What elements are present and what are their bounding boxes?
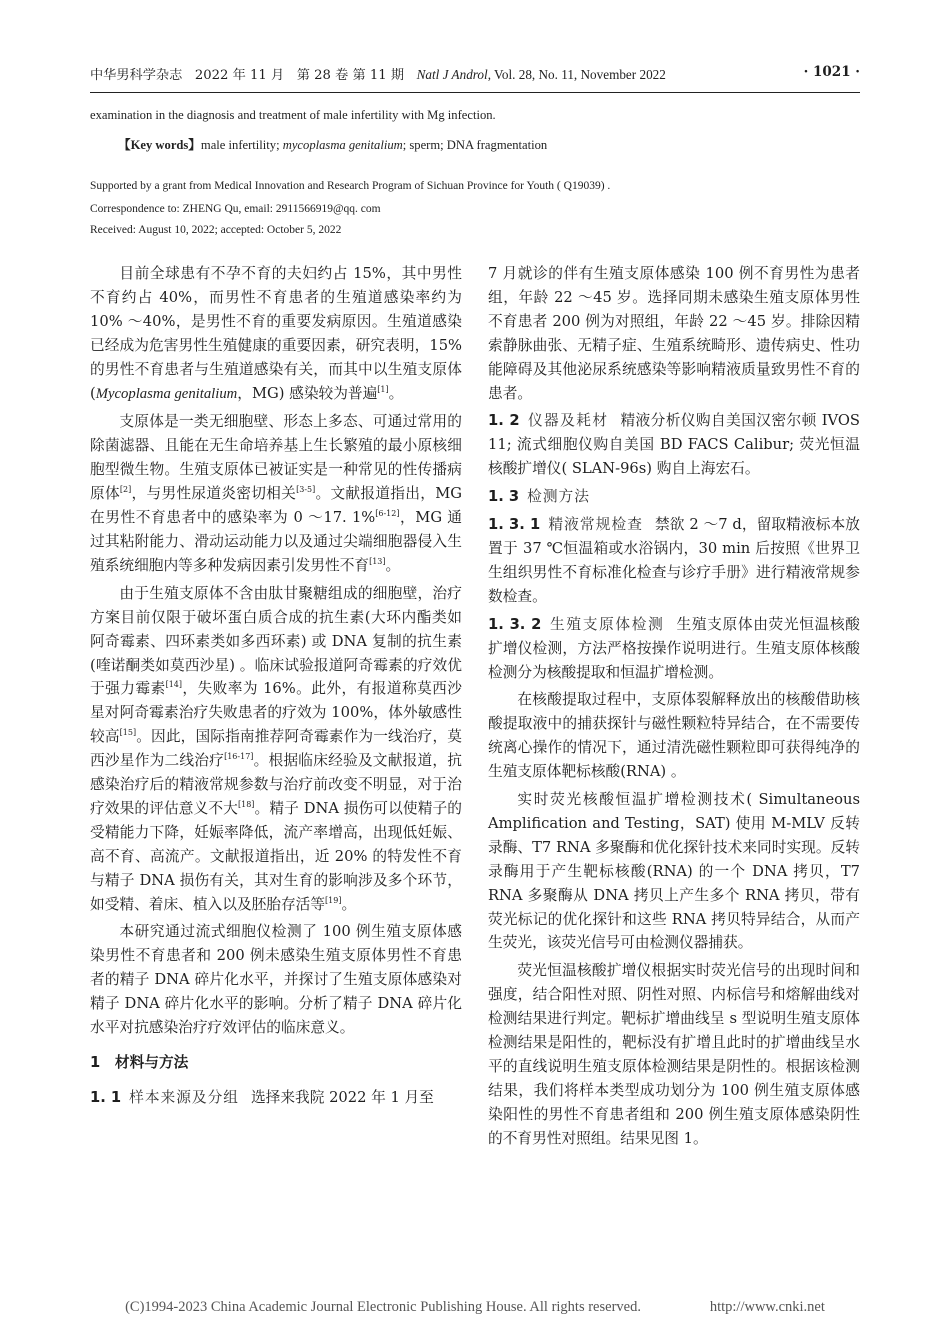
subsection-number: 1. 3. 2 bbox=[488, 615, 542, 633]
left-column bbox=[90, 262, 462, 1110]
cnki-link[interactable]: http://www.cnki.net bbox=[709, 1299, 825, 1315]
citation-ref: [3-5] bbox=[296, 485, 316, 495]
journal-name-en: Natl J Androl bbox=[416, 67, 488, 82]
citation-ref: [18] bbox=[237, 800, 255, 810]
subsection-number: 1. 3. 1 bbox=[488, 516, 541, 534]
subsection-number: 1. 3 bbox=[488, 488, 520, 506]
species-name: Mycoplasma genitalium bbox=[95, 385, 238, 402]
funding-note: Supported by a grant from Medical Innovation and Research Program of Sichuan Province for Youth ( Q19039) . bbox=[90, 180, 611, 192]
page-number: · 1021 · bbox=[803, 64, 860, 80]
key-words-label: 【Key words】 bbox=[118, 138, 201, 152]
copyright-text: (C)1994-2023 China Academic Journal Electronic Publishing House. All rights reserved. bbox=[125, 1299, 641, 1315]
copyright-footer bbox=[0, 1299, 950, 1316]
issue-date-cn: 2022 年 11 月 bbox=[194, 68, 285, 83]
extraction-paragraph: 在核酸提取过程中，支原体裂解释放出的核酸借助核酸提取液中的捕获探针与磁性颗粒特异结合，在不需要传统离心操作的情况下，通过清洗磁性颗粒即可获得纯净的生殖支原体靶标核酸(RNA) 。 bbox=[488, 691, 860, 781]
subsection-1-1-continued: 7 月就诊的伴有生殖支原体感染 100 例不育男性为患者组，年龄 22 ～45 岁。选择同期未感染生殖支原体男性不育患者 200 例为对照组，年龄 22 ～45 岁。排除因精索静脉曲张、无精子症、生殖系统畸形、遗传病史、性功能障碍及其他泌尿系统感染等影响精液质量致男性不育的患者。 bbox=[488, 265, 860, 402]
result-paragraph: 荧光恒温核酸扩增仪根据实时荧光信号的出现时间和强度，结合阳性对照、阴性对照、内标信号和熔解曲线对检测结果进行判定。靶标扩增曲线呈 s 型说明生殖支原体检测结果是阳性的，靶标没有扩增且此时的扩增曲线呈水平的直线说明生殖支原体检测结果是阴性的。根据该检测结果，我们将样本类型成功划分为 100 例生殖支原体感染阳性的男性不育患者组和 200 例生殖支原体感染阴性的不育男性对照组。结果见图 1。 bbox=[488, 962, 860, 1147]
journal-name-cn: 中华男科学杂志 bbox=[90, 68, 183, 83]
subsection-title: 检测方法 bbox=[527, 488, 590, 506]
abstract-end: examination in the diagnosis and treatment of male infertility with Mg infection. bbox=[90, 108, 496, 122]
key-words bbox=[118, 134, 547, 153]
subsection-number: 1. 1 bbox=[90, 1088, 122, 1106]
key-word-2: mycoplasma genitalium bbox=[282, 138, 403, 152]
intro-paragraph-4: 本研究通过流式细胞仪检测了 100 例生殖支原体感染男性不育患者和 200 例未感染生殖支原体男性不育患者的精子 DNA 碎片化水平，并探讨了生殖支原体感染对精子 DNA 碎片化水平的影响。分析了精子 DNA 碎片化水平对抗感染治疗疗效评估的临床意义。 bbox=[90, 923, 462, 1037]
citation-ref: [15] bbox=[119, 728, 137, 738]
key-word-3: ; sperm; DNA fragmentation bbox=[402, 138, 548, 152]
correspondence-note: Correspondence to: ZHENG Qu, email: 2911566919@qq. com bbox=[90, 203, 381, 215]
subsection-1-3 bbox=[488, 485, 860, 509]
sat-paragraph: 实时荧光核酸恒温扩增检测技术( Simultaneous Amplification and Testing，SAT) 使用 M-MLV 反转录酶、T7 RNA 多聚酶和优化探针技术来同时实现。反转录酶用于产生靶标核酸(RNA) 的一个 DNA 拷贝，T7 RNA 多聚酶从 DNA 拷贝上产生多个 RNA 拷贝，带有荧光标记的优化探针和这些 RNA 拷贝特异结合，从而产生荧光，该荧光信号可由检测仪器捕获。 bbox=[488, 791, 860, 952]
subsection-title: 生殖支原体检测 bbox=[549, 615, 665, 633]
citation-ref: [2] bbox=[119, 485, 132, 495]
subsection-1-3-1: 1. 3. 1 精液常规检查 禁欲 2 ～7 d，留取精液标本放置于 37 ℃恒温箱或水浴锅内，30 min 后按照《世界卫生组织男性不育标准化检查与诊疗手册》进行精液常规参数检查。 bbox=[488, 516, 860, 605]
running-header bbox=[90, 64, 860, 83]
subsection-title: 仪器及耗材 bbox=[527, 412, 609, 430]
citation-ref: [13] bbox=[369, 556, 386, 566]
intro-paragraph-3: 由于生殖支原体不含由肽甘聚糖组成的细胞壁，治疗方案目前仅限于破坏蛋白质合成的抗生素(大环内酯类如阿奇霉素、四环素类如多西环素) 或 DNA 复制的抗生素(喹诺酮类如莫西沙星) 。临床试验报道阿奇霉素的疗效优于强力霉素[14]，失败率为 16%。此外，有报道称莫西沙星对阿奇霉素治疗失败患者的疗效为 100%，体外敏感性较高[15]。因此，国际指南推荐阿奇霉素作为一线治疗，莫西沙星作为二线治疗[16-17]。根据临床经验及文献报道，抗感染治疗后的精液常规参数与治疗前改变不明显，对于治疗效果的评估意义不大[18]。精子 DNA 损伤可以使精子的受精能力下降，妊娠率降低，流产率增高，出现低妊娠、高不育、高流产。文献报道指出，近 20% 的特发性不育与精子 DNA 损伤有关，其对生育的影响涉及多个环节，如受精、着床、植入以及胚胎存活等[19]。 bbox=[90, 584, 462, 913]
subsection-1-2: 1. 2 仪器及耗材 精液分析仪购自美国汉密尔顿 IVOS 11; 流式细胞仪购自美国 BD FACS Calibur; 荧光恒温核酸扩增仪( SLAN-96s) 购自上海宏石。 bbox=[488, 412, 860, 478]
key-word-1: male infertility; bbox=[200, 138, 280, 152]
intro-paragraph-1: 目前全球患有不孕不育的夫妇约占 15%，其中男性不育约占 40%，而男性不育患者的生殖道感染率约为 10% ～40%，是男性不育的重要发病原因。生殖道感染已经成为危害男性生殖健康的重要因素，研究表明，15% 的男性不育患者与生殖道感染有关，而其中以生殖支原体(Mycoplasma genitalium，MG) 感染较为普遍[1]。 bbox=[90, 265, 462, 402]
subsection-title: 精液常规检查 bbox=[548, 516, 644, 534]
intro-paragraph-2: 支原体是一类无细胞壁、形态上多态、可通过常用的除菌滤器、且能在无生命培养基上生长繁殖的最小原核细胞型微生物。生殖支原体已被证实是一种常见的性传播病原体[2]，与男性尿道炎密切相关[3-5]。文献报道指出，MG 在男性不育患者中的感染率为 0 ～17. 1%[6-12]，MG 通过其粘附能力、滑动运动能力以及通过尖端细胞器侵入生殖系统细胞内等多种发病因素引发男性不育[13]。 bbox=[90, 413, 462, 574]
subsection-1-3-2: 1. 3. 2 生殖支原体检测 生殖支原体由荧光恒温核酸扩增仪检测，方法严格按操作说明进行。生殖支原体核酸检测分为核酸提取和恒温扩增检测。 bbox=[488, 615, 860, 681]
subsection-1-1: 1. 1 样本来源及分组 选择来我院 2022 年 1 月至 bbox=[90, 1088, 434, 1106]
section-heading-1: 1 材料与方法 bbox=[90, 1054, 189, 1071]
volume-issue-cn: 第 28 卷 第 11 期 bbox=[296, 68, 405, 83]
subsection-title: 样本来源及分组 bbox=[129, 1088, 239, 1106]
right-column bbox=[488, 262, 860, 1151]
citation-ref: [14] bbox=[165, 680, 182, 690]
header-rule bbox=[90, 92, 860, 93]
citation-en: , Vol. 28, No. 11, November 2022 bbox=[487, 67, 666, 82]
received-note: Received: August 10, 2022; accepted: October 5, 2022 bbox=[90, 224, 342, 236]
subsection-number: 1. 2 bbox=[488, 412, 520, 430]
citation-ref: [6-12] bbox=[375, 509, 400, 519]
citation-ref: [1] bbox=[377, 384, 389, 394]
citation-ref: [16-17] bbox=[224, 752, 254, 762]
citation-ref: [19] bbox=[325, 895, 342, 905]
